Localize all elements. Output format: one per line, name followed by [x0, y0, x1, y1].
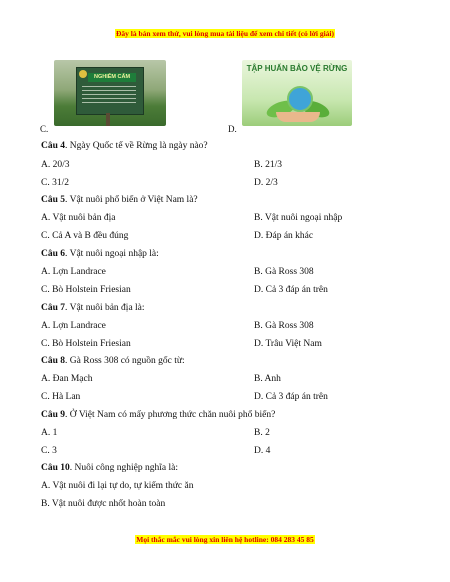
hotline-text: Mọi thắc mắc vui lòng xin liên hệ hotline: 084 283 45 85	[136, 535, 314, 544]
option-c: C. 31/2	[41, 178, 69, 188]
preview-notice-banner	[0, 29, 450, 38]
question-text: . Vật nuôi phổ biến ở Việt Nam là?	[65, 195, 198, 205]
sign-text: NGHIÊM CẤM	[88, 73, 136, 82]
option-a: A. Lợn Landrace	[41, 267, 106, 277]
question-number: Câu 4	[41, 141, 66, 151]
option-c: C. Bò Holstein Friesian	[41, 285, 131, 295]
option-d: D. Trâu Việt Nam	[254, 339, 322, 349]
option-c: C. Hà Lan	[41, 392, 81, 402]
preview-notice-text: Đây là bản xem thử, vui lòng mua tài liệu để xem chi tiết (có lời giải)	[115, 29, 335, 38]
question-number: Câu 8	[41, 356, 66, 366]
question-number: Câu 6	[41, 249, 66, 259]
option-d: D. 4	[254, 446, 271, 456]
option-d: D. Đáp án khác	[254, 231, 314, 241]
option-d: D. Cả 3 đáp án trên	[254, 285, 328, 295]
question-text: . Ngày Quốc tế về Rừng là ngày nào?	[65, 141, 208, 151]
option-b: B. Gà Ross 308	[254, 267, 314, 277]
question-8	[41, 356, 185, 366]
question-10	[41, 463, 178, 473]
option-d-label: D.	[228, 124, 237, 134]
option-c-label: C.	[40, 124, 49, 134]
question-5	[41, 195, 198, 205]
option-a: A. Lợn Landrace	[41, 321, 106, 331]
question-7	[41, 303, 145, 313]
question-6	[41, 249, 159, 259]
hotline-banner	[0, 535, 450, 544]
earth-icon	[287, 86, 313, 112]
option-a: A. Vật nuôi bản địa	[41, 213, 116, 223]
option-d: D. Cả 3 đáp án trên	[254, 392, 328, 402]
option-b: B. 21/3	[254, 160, 282, 170]
question-number: Câu 10	[41, 463, 70, 473]
option-b: B. 2	[254, 428, 270, 438]
option-b: B. Gà Ross 308	[254, 321, 314, 331]
hand-icon	[276, 112, 320, 122]
question-number: Câu 7	[41, 303, 66, 313]
option-c: C. 3	[41, 446, 57, 456]
forest-training-image	[242, 60, 352, 126]
training-title: TẬP HUẤN BẢO VỆ RỪNG	[246, 64, 348, 73]
sign-lines	[82, 86, 136, 106]
option-a: A. Đan Mạch	[41, 374, 93, 384]
option-a: A. 20/3	[41, 160, 70, 170]
question-text: . Vật nuôi bản địa là:	[65, 303, 145, 313]
option-b: B. Vật nuôi ngoại nhập	[254, 213, 343, 223]
question-number: Câu 5	[41, 195, 66, 205]
option-c: C. Cả A và B đều đúng	[41, 231, 129, 241]
option-a: A. 1	[41, 428, 58, 438]
option-a: A. Vật nuôi đi lại tự do, tự kiếm thức ăn	[41, 481, 194, 491]
option-d: D. 2/3	[254, 178, 278, 188]
question-text: . Vật nuôi ngoại nhập là:	[65, 249, 159, 259]
option-b: B. Vật nuôi được nhốt hoàn toàn	[41, 499, 166, 509]
emblem-icon	[79, 70, 87, 78]
question-text: . Ở Việt Nam có mấy phương thức chăn nuôi phổ biến?	[65, 410, 276, 420]
answer-images-row	[40, 60, 420, 132]
option-c: C. Bò Holstein Friesian	[41, 339, 131, 349]
question-text: . Nuôi công nghiệp nghĩa là:	[69, 463, 178, 473]
question-9	[41, 410, 275, 420]
question-number: Câu 9	[41, 410, 66, 420]
question-text: . Gà Ross 308 có nguồn gốc từ:	[65, 356, 185, 366]
forest-sign-image	[54, 60, 166, 126]
option-b: B. Anh	[254, 374, 281, 384]
question-4	[41, 141, 208, 151]
sign-post	[106, 113, 110, 126]
